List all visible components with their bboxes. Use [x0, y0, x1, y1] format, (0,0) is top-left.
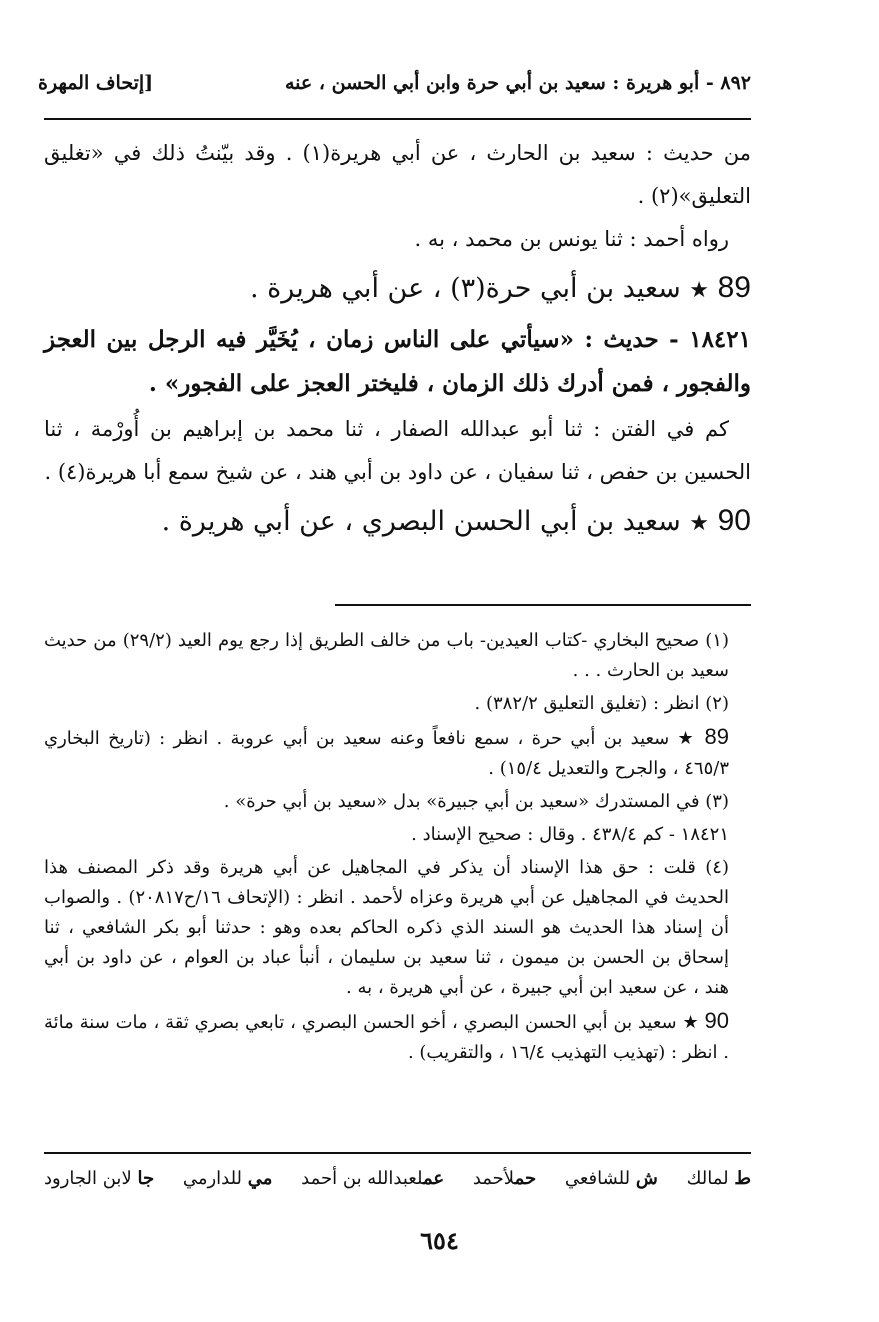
- sigla-legend: [44, 1168, 751, 1189]
- footnote-3: (٣) في المستدرك «سعيد بن أبي جبيرة» بدل «سعيد بن أبي حرة» .: [223, 791, 729, 812]
- entry-89-text: سعيد بن أبي حرة(٣) ، عن أبي هريرة .: [249, 273, 681, 304]
- hadith-text: ١٨٤٢١ - حديث : «سيأتي على الناس زمان ، يُخَيَّر فيه الرجل بين العجز والفجور ، فمن أدرك ذلك الزمان ، فليختر العجز على الفجور» .: [44, 326, 751, 397]
- star-icon: ★: [689, 278, 710, 303]
- siglum-shafii: ش للشافعي: [564, 1168, 658, 1189]
- paragraph-1: من حديث : سعيد بن الحارث ، عن أبي هريرة(١) . وقد بيّنتُ ذلك في «تغليق التعليق»(٢) .: [44, 141, 751, 208]
- star-icon: ★: [689, 511, 710, 536]
- footnote-89: [44, 722, 751, 784]
- star-icon: ★: [682, 1012, 699, 1033]
- hadith-18421: [44, 318, 751, 406]
- entry-90-number: 90: [717, 504, 751, 537]
- entry-90-text: سعيد بن أبي الحسن البصري ، عن أبي هريرة .: [161, 506, 681, 537]
- main-text: [44, 132, 751, 551]
- siglum-darimi: مي للدارمي: [182, 1168, 273, 1189]
- star-icon: ★: [677, 728, 697, 749]
- entry-89: [44, 265, 751, 314]
- running-header-title: ٨٩٢ - أبو هريرة : سعيد بن أبي حرة وابن أبي الحسن ، عنه: [284, 72, 751, 94]
- running-header-book: [إتحاف المهرة: [38, 72, 154, 94]
- siglum-malik: ط لمالك: [686, 1168, 751, 1189]
- footnote-90-text: سعيد بن أبي الحسن البصري ، أخو الحسن البصري ، تابعي بصري ثقة ، مات سنة مائة . انظر : (تهذيب التهذيب ١٦/٤ ، والتقريب) .: [44, 1012, 729, 1063]
- sigla-rule: [44, 1152, 751, 1154]
- paragraph-3: كم في الفتن : ثنا أبو عبدالله الصفار ، ثنا محمد بن إبراهيم بن أُورْمة ، ثنا الحسين بن حفص ، ثنا سفيان ، عن داود بن أبي هند ، عن شيخ سمع أبا هريرة(٤) .: [44, 417, 751, 484]
- paragraph-2: رواه أحمد : ثنا يونس بن محمد ، به .: [414, 227, 729, 251]
- entry-89-number: 89: [717, 271, 751, 304]
- header-rule: [44, 118, 751, 120]
- siglum-jarud: جا لابن الجارود: [44, 1168, 155, 1189]
- page-number: ٦٥٤: [420, 1226, 459, 1255]
- siglum-abdullah: عملعبدالله بن أحمد: [301, 1168, 445, 1189]
- siglum-ahmad: حملأحمد: [472, 1168, 537, 1189]
- footnote-89-text: سعيد بن أبي حرة ، سمع نافعاً وعنه سعيد بن أبي عروبة . انظر : (تاريخ البخاري ٤٦٥/٣ ، والجرح والتعديل ١٥/٤) .: [44, 728, 729, 779]
- footnote-89-number: 89: [704, 724, 729, 749]
- footnote-90: [44, 1006, 751, 1068]
- footnote-4: (٤) قلت : حق هذا الإسناد أن يذكر في المجاهيل عن أبي هريرة وقد ذكر المصنف هذا الحديث في المجاهيل عن أبي هريرة وعزاه لأحمد . انظر : (الإتحاف ١٦/ح٢٠٨١٧) . والصواب أن إسناد هذا الحديث هو السند الذي ذكره الحاكم بعده وهو : حدثنا أبو بكر الشافعي ، ثنا إسحاق بن الحسن بن ميمون ، ثنا سعيد بن سليمان ، أنبأ عباد بن العوام ، عن داود بن أبي هند ، عن سعيد ابن أبي جبيرة ، عن أبي هريرة ، به .: [44, 857, 729, 998]
- footnote-1: (١) صحيح البخاري -كتاب العيدين- باب من خالف الطريق إذا رجع يوم العيد (٢٩/٢) من حديث سعيد بن الحارث . . .: [44, 630, 729, 681]
- footnotes: [44, 626, 751, 1071]
- footnote-90-number: 90: [704, 1008, 729, 1033]
- entry-90: [44, 498, 751, 547]
- footnote-rule: [335, 604, 751, 606]
- footnote-3b: ١٨٤٢١ - كم ٤٣٨/٤ . وقال : صحيح الإسناد .: [411, 824, 729, 845]
- footnote-2: (٢) انظر : (تغليق التعليق ٣٨٢/٢) .: [474, 693, 729, 714]
